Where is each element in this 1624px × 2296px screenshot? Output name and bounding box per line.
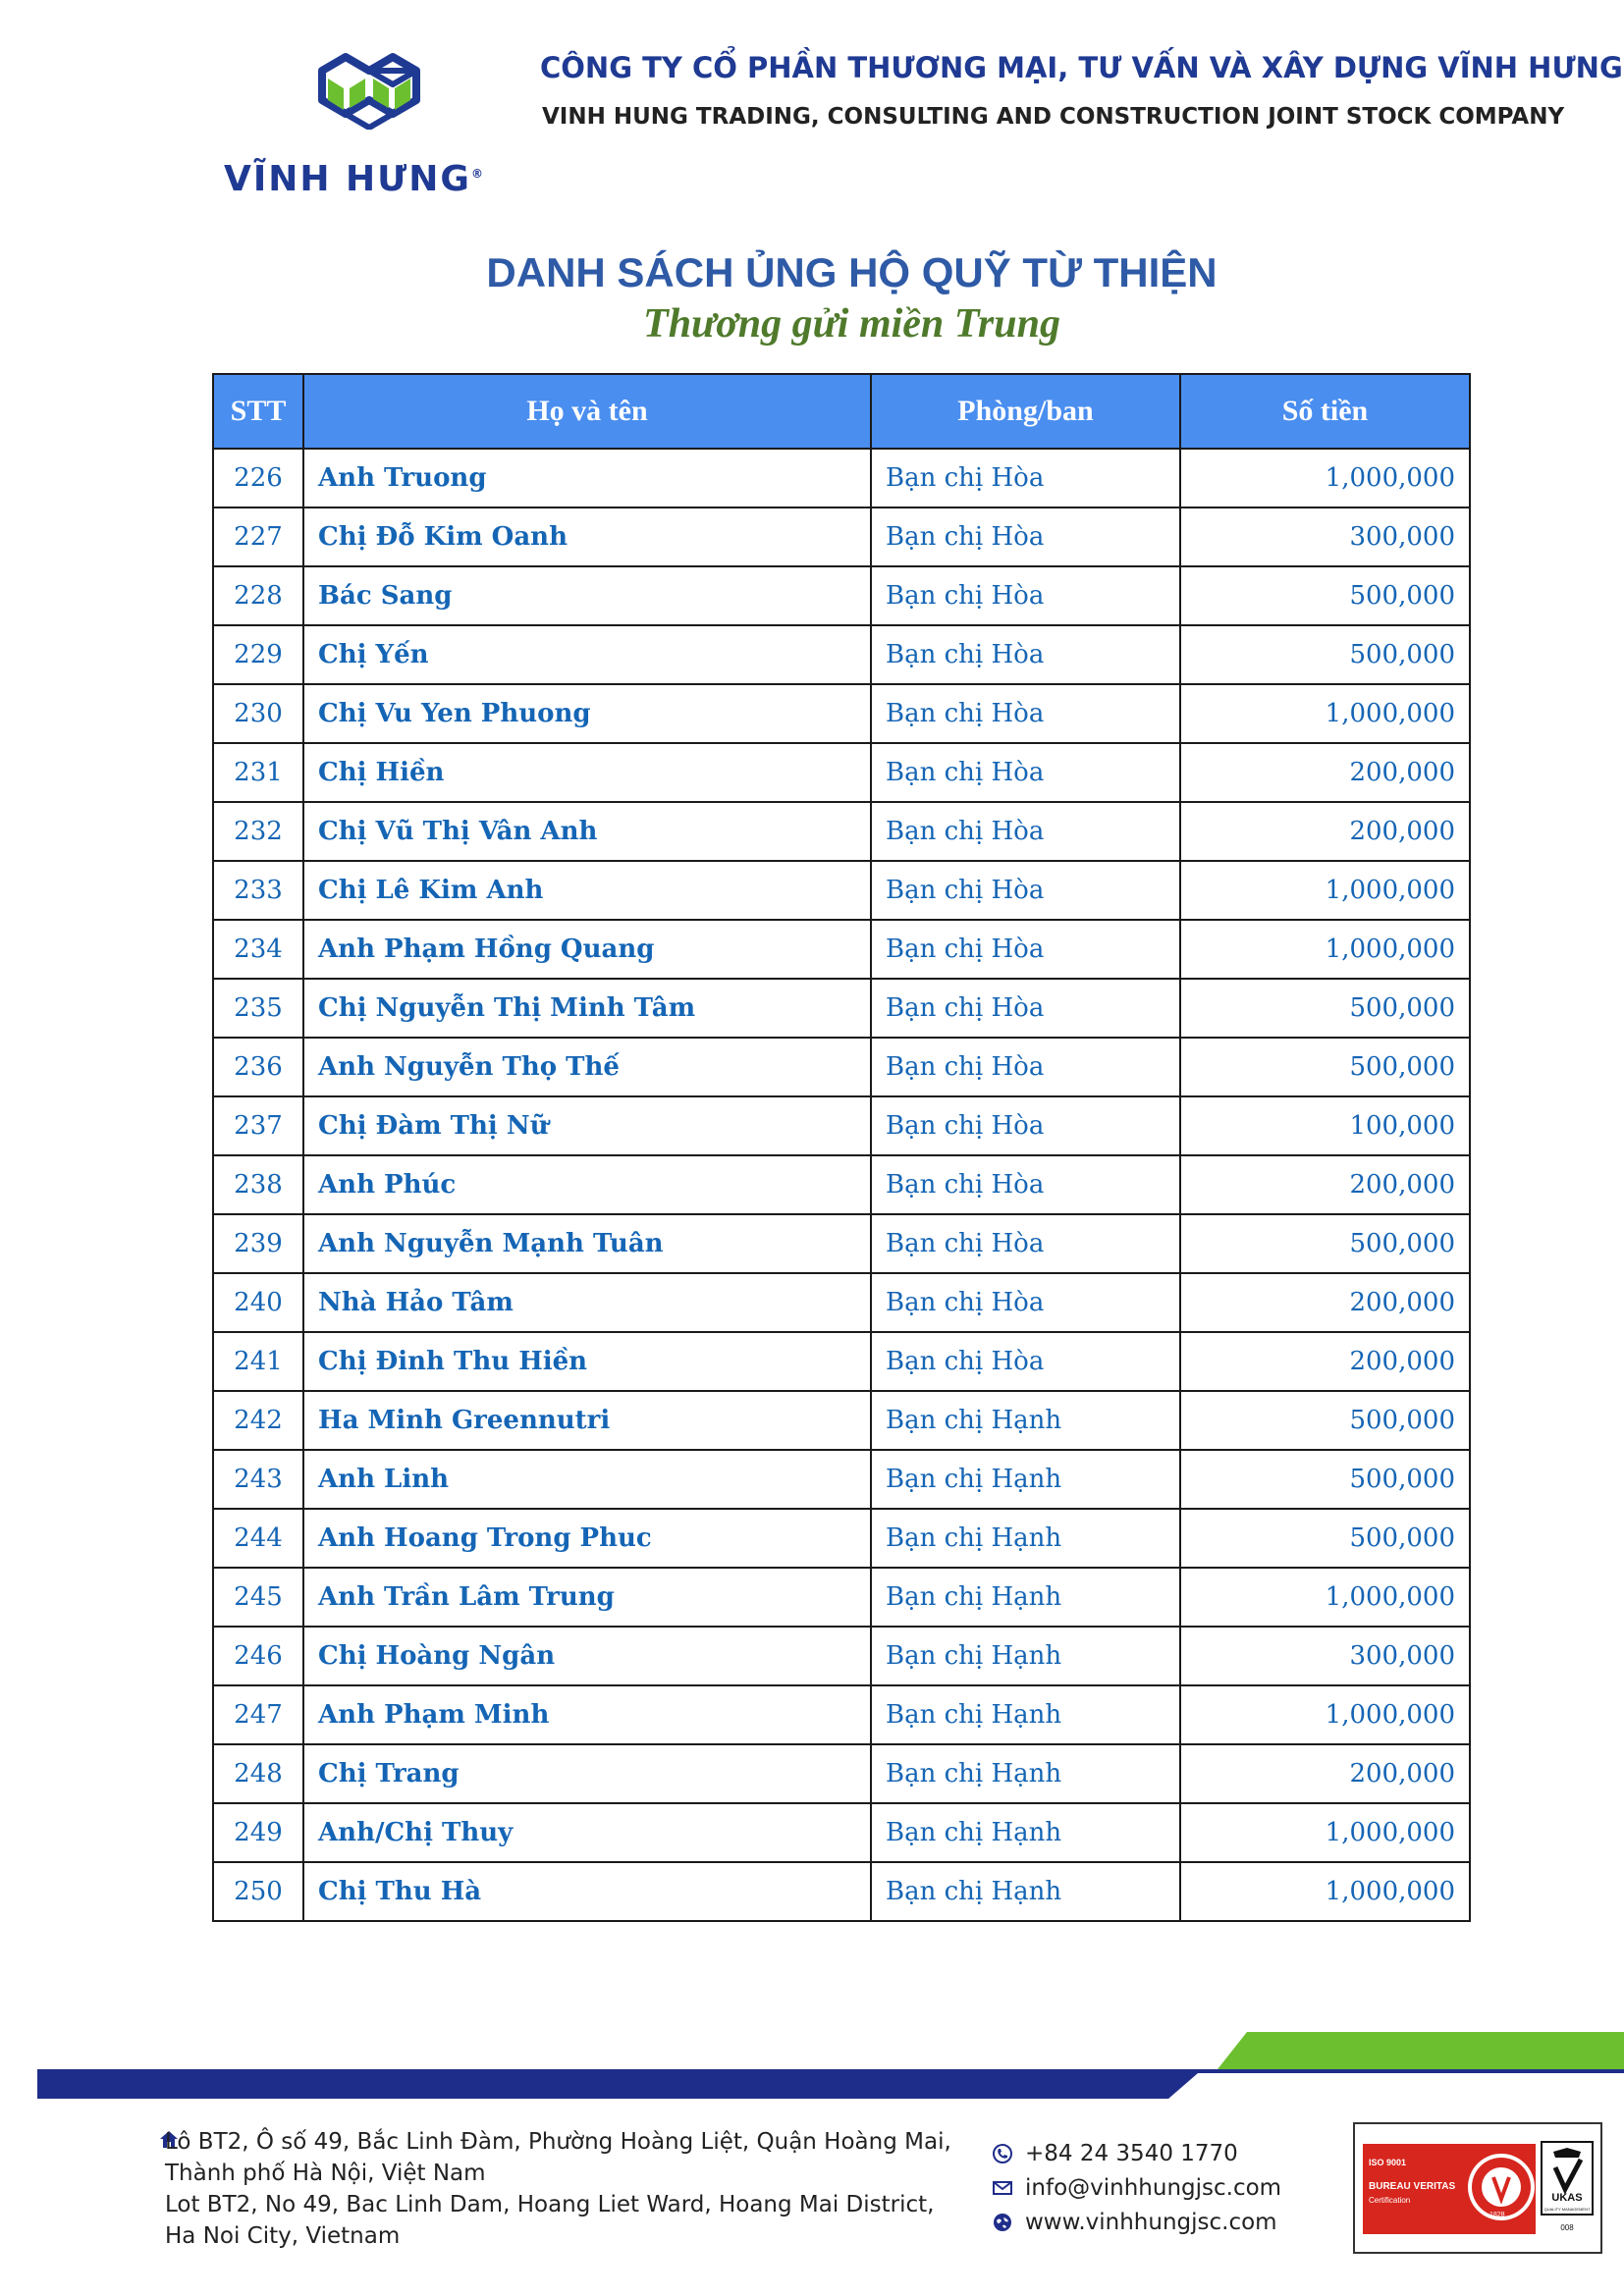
cell-stt: 242 [213, 1391, 303, 1450]
cell-stt: 247 [213, 1685, 303, 1744]
table-header-row [213, 374, 1470, 449]
cell-name: Anh Phạm Hồng Quang [303, 920, 871, 979]
cell-stt: 229 [213, 625, 303, 684]
cell-department: Bạn chị Hòa [871, 861, 1180, 920]
cell-name: Chị Nguyễn Thị Minh Tâm [303, 979, 871, 1038]
cell-amount: 500,000 [1180, 1450, 1470, 1509]
table-row [213, 684, 1470, 743]
cell-stt: 228 [213, 566, 303, 625]
company-name-en: VINH HUNG TRADING, CONSULTING AND CONSTRUCTION JOINT STOCK COMPANY [542, 104, 1565, 130]
address-vi-line1: Lô BT2, Ô số 49, Bắc Linh Đàm, Phường Hoàng Liệt, Quận Hoàng Mai, [165, 2129, 951, 2155]
phone-number: +84 24 3540 1770 [1025, 2140, 1238, 2166]
cert-iso-text: ISO 9001 [1369, 2158, 1407, 2167]
table-row [213, 1391, 1470, 1450]
cell-department: Bạn chị Hòa [871, 507, 1180, 566]
cert-ukas-text: UKAS [1551, 2192, 1583, 2204]
table-row [213, 1155, 1470, 1214]
cell-stt: 238 [213, 1155, 303, 1214]
page-title: DANH SÁCH ỦNG HỘ QUỸ TỪ THIỆN [486, 249, 1218, 295]
cell-department: Bạn chị Hòa [871, 979, 1180, 1038]
cell-name: Ha Minh Greennutri [303, 1391, 871, 1450]
cell-amount: 500,000 [1180, 1391, 1470, 1450]
table-row [213, 1038, 1470, 1096]
company-logo [216, 49, 483, 206]
website-link[interactable]: www.vinhhungjsc.com [1025, 2209, 1277, 2235]
cell-amount: 1,000,000 [1180, 920, 1470, 979]
table-row [213, 920, 1470, 979]
table-row [213, 1685, 1470, 1744]
cell-stt: 237 [213, 1096, 303, 1155]
footer-stripe [0, 2030, 1624, 2099]
table-row [213, 566, 1470, 625]
footer-contact [992, 2136, 1316, 2239]
logo-wordmark: VĨNH HƯNG® [224, 159, 483, 199]
phone-row [992, 2136, 1316, 2170]
table-row [213, 861, 1470, 920]
table-row [213, 1627, 1470, 1685]
address-en-line2: Ha Noi City, Vietnam [165, 2223, 401, 2249]
cell-department: Bạn chị Hòa [871, 802, 1180, 861]
cell-stt: 246 [213, 1627, 303, 1685]
header-amount: Số tiền [1180, 374, 1470, 449]
cell-name: Chị Đinh Thu Hiền [303, 1332, 871, 1391]
cell-stt: 234 [213, 920, 303, 979]
cell-amount: 300,000 [1180, 507, 1470, 566]
cell-amount: 1,000,000 [1180, 684, 1470, 743]
website-row [992, 2205, 1316, 2239]
cell-department: Bạn chị Hòa [871, 743, 1180, 802]
cell-amount: 300,000 [1180, 1627, 1470, 1685]
cell-department: Bạn chị Hạnh [871, 1450, 1180, 1509]
cell-department: Bạn chị Hòa [871, 1155, 1180, 1214]
cell-stt: 226 [213, 449, 303, 507]
logo-cube-icon [314, 49, 424, 130]
cell-amount: 500,000 [1180, 1509, 1470, 1568]
cert-label-text: Certification [1369, 2196, 1411, 2205]
cell-department: Bạn chị Hạnh [871, 1509, 1180, 1568]
email-row [992, 2170, 1316, 2205]
cell-name: Chị Vu Yen Phuong [303, 684, 871, 743]
cert-bv-text: BUREAU VERITAS [1369, 2181, 1456, 2192]
cell-stt: 244 [213, 1509, 303, 1568]
cert-number-text: 008 [1560, 2223, 1574, 2232]
cell-department: Bạn chị Hạnh [871, 1568, 1180, 1627]
cell-name: Chị Vũ Thị Vân Anh [303, 802, 871, 861]
cell-department: Bạn chị Hòa [871, 920, 1180, 979]
cell-department: Bạn chị Hòa [871, 1273, 1180, 1332]
cell-name: Bác Sang [303, 566, 871, 625]
cell-amount: 500,000 [1180, 1214, 1470, 1273]
cell-stt: 235 [213, 979, 303, 1038]
cell-amount: 500,000 [1180, 566, 1470, 625]
cell-department: Bạn chị Hòa [871, 1332, 1180, 1391]
table-row [213, 449, 1470, 507]
cell-amount: 200,000 [1180, 1332, 1470, 1391]
cert-year-text: 1828 [1489, 2212, 1505, 2218]
cell-name: Anh Linh [303, 1450, 871, 1509]
table-row [213, 1509, 1470, 1568]
cell-department: Bạn chị Hòa [871, 684, 1180, 743]
cell-department: Bạn chị Hạnh [871, 1803, 1180, 1862]
cell-amount: 200,000 [1180, 1744, 1470, 1803]
certification-badge [1353, 2122, 1602, 2254]
cell-amount: 1,000,000 [1180, 1862, 1470, 1921]
cell-stt: 243 [213, 1450, 303, 1509]
address-en-line1: Lot BT2, No 49, Bac Linh Dam, Hoang Liet Ward, Hoang Mai District, [165, 2192, 935, 2217]
header-department: Phòng/ban [871, 374, 1180, 449]
table-row [213, 743, 1470, 802]
cell-stt: 241 [213, 1332, 303, 1391]
cell-amount: 1,000,000 [1180, 1685, 1470, 1744]
cell-name: Chị Đàm Thị Nữ [303, 1096, 871, 1155]
cell-department: Bạn chị Hòa [871, 1096, 1180, 1155]
cell-amount: 1,000,000 [1180, 449, 1470, 507]
cell-stt: 230 [213, 684, 303, 743]
cell-department: Bạn chị Hạnh [871, 1862, 1180, 1921]
cell-amount: 1,000,000 [1180, 1568, 1470, 1627]
page-subtitle: Thương gửi miền Trung [643, 301, 1060, 347]
cell-name: Chị Yến [303, 625, 871, 684]
phone-icon [992, 2143, 1013, 2164]
company-name-vi: CÔNG TY CỔ PHẦN THƯƠNG MẠI, TƯ VẤN VÀ XÂY DỰNG VĨNH HƯNG [540, 51, 1623, 84]
cell-amount: 200,000 [1180, 802, 1470, 861]
cell-amount: 500,000 [1180, 979, 1470, 1038]
cell-amount: 1,000,000 [1180, 861, 1470, 920]
ukas-logo [1538, 2128, 1597, 2246]
cell-name: Anh Nguyễn Mạnh Tuân [303, 1214, 871, 1273]
globe-icon [992, 2212, 1013, 2233]
cert-ukas-sub-text: QUALITY MANAGEMENT [1543, 2207, 1591, 2212]
cell-stt: 231 [213, 743, 303, 802]
cell-name: Chị Hoàng Ngân [303, 1627, 871, 1685]
cell-department: Bạn chị Hạnh [871, 1391, 1180, 1450]
cell-stt: 232 [213, 802, 303, 861]
cell-stt: 233 [213, 861, 303, 920]
cell-name: Chị Hiền [303, 743, 871, 802]
table-row [213, 1096, 1470, 1155]
cell-name: Anh Trần Lâm Trung [303, 1568, 871, 1627]
cell-department: Bạn chị Hạnh [871, 1685, 1180, 1744]
table-row [213, 1568, 1470, 1627]
address-vi-line2: Thành phố Hà Nội, Việt Nam [165, 2161, 486, 2186]
cell-stt: 240 [213, 1273, 303, 1332]
cell-stt: 249 [213, 1803, 303, 1862]
footer-address [165, 2126, 970, 2252]
cell-department: Bạn chị Hòa [871, 449, 1180, 507]
cell-name: Chị Trang [303, 1744, 871, 1803]
cell-amount: 200,000 [1180, 1273, 1470, 1332]
email-address[interactable]: info@vinhhungjsc.com [1025, 2174, 1282, 2201]
cell-name: Chị Thu Hà [303, 1862, 871, 1921]
cell-stt: 245 [213, 1568, 303, 1627]
table-row [213, 1332, 1470, 1391]
cell-amount: 500,000 [1180, 625, 1470, 684]
header-stt: STT [213, 374, 303, 449]
table-row [213, 979, 1470, 1038]
cell-name: Chị Đỗ Kim Oanh [303, 507, 871, 566]
cell-name: Anh Truong [303, 449, 871, 507]
cell-stt: 227 [213, 507, 303, 566]
cell-name: Anh Nguyễn Thọ Thế [303, 1038, 871, 1096]
cell-amount: 500,000 [1180, 1038, 1470, 1096]
table-row [213, 1214, 1470, 1273]
cell-name: Anh Phúc [303, 1155, 871, 1214]
table-row [213, 1862, 1470, 1921]
cell-department: Bạn chị Hòa [871, 625, 1180, 684]
cell-stt: 250 [213, 1862, 303, 1921]
cell-name: Chị Lê Kim Anh [303, 861, 871, 920]
cell-department: Bạn chị Hòa [871, 1214, 1180, 1273]
cell-stt: 239 [213, 1214, 303, 1273]
cell-name: Nhà Hảo Tâm [303, 1273, 871, 1332]
table-row [213, 1803, 1470, 1862]
cell-name: Anh/Chị Thuy [303, 1803, 871, 1862]
cell-amount: 200,000 [1180, 743, 1470, 802]
cell-department: Bạn chị Hạnh [871, 1627, 1180, 1685]
cell-department: Bạn chị Hòa [871, 1038, 1180, 1096]
cell-amount: 200,000 [1180, 1155, 1470, 1214]
email-icon [992, 2177, 1013, 2199]
table-row [213, 1450, 1470, 1509]
table-row [213, 1744, 1470, 1803]
table-row [213, 507, 1470, 566]
cell-stt: 236 [213, 1038, 303, 1096]
cell-department: Bạn chị Hạnh [871, 1744, 1180, 1803]
table-row [213, 802, 1470, 861]
header-name: Họ và tên [303, 374, 871, 449]
table-row [213, 1273, 1470, 1332]
cell-name: Anh Phạm Minh [303, 1685, 871, 1744]
cell-stt: 248 [213, 1744, 303, 1803]
cell-department: Bạn chị Hòa [871, 566, 1180, 625]
donor-table [212, 373, 1471, 1922]
cell-amount: 100,000 [1180, 1096, 1470, 1155]
cell-amount: 1,000,000 [1180, 1803, 1470, 1862]
table-row [213, 625, 1470, 684]
bureau-veritas-logo [1359, 2126, 1536, 2250]
cell-name: Anh Hoang Trong Phuc [303, 1509, 871, 1568]
